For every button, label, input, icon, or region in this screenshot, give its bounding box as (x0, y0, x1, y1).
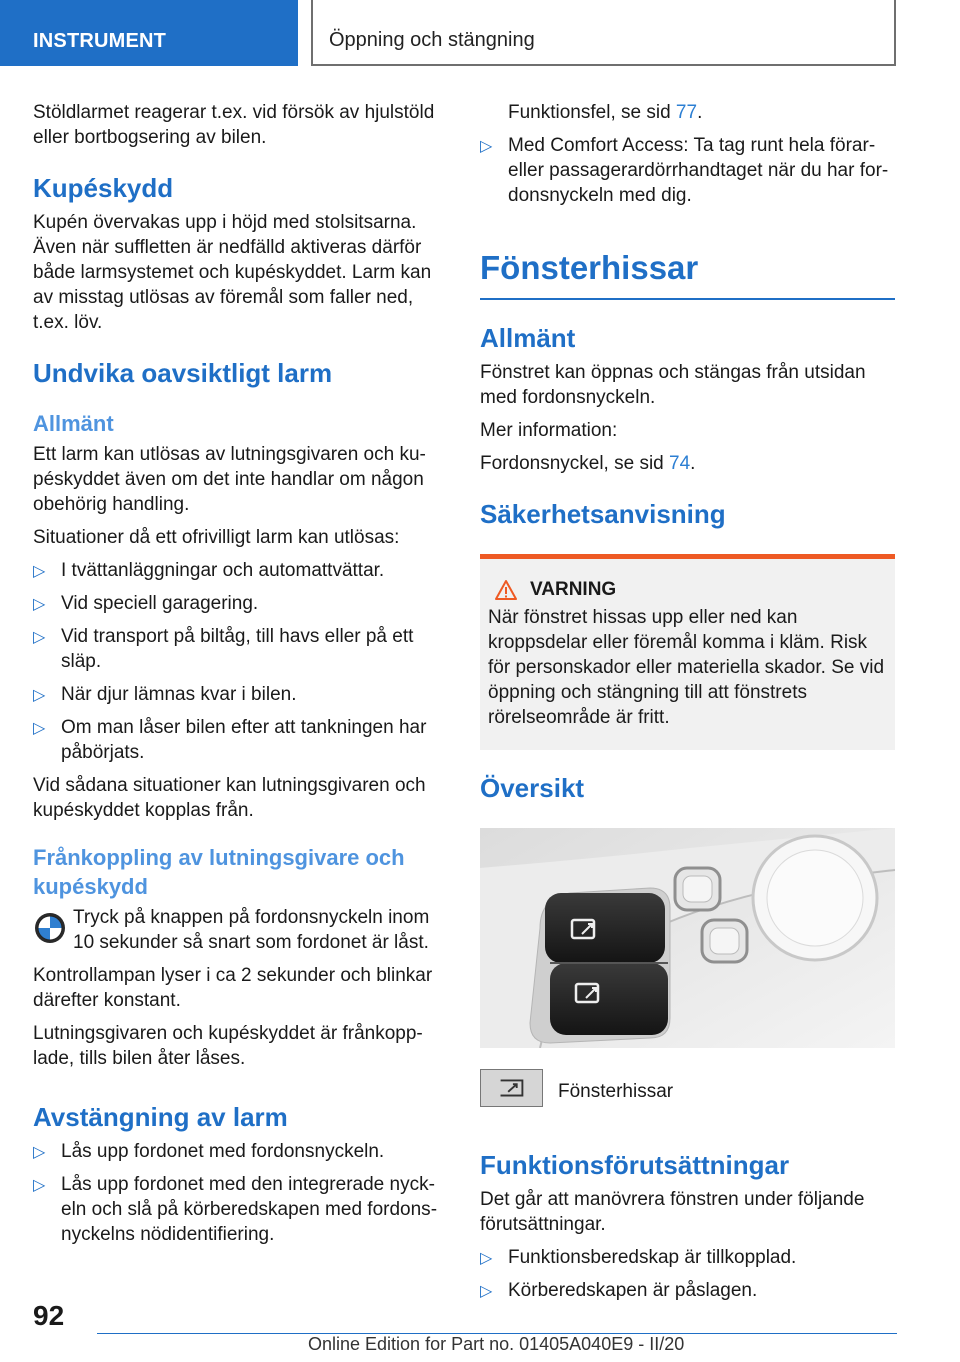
triangle-bullet-icon: ▷ (33, 1177, 46, 1194)
allmant-text1: Fönstret kan öppnas och stängas från utsidan med fordonsnyckeln. (480, 362, 866, 408)
list-item: ▷ I tvättanläggningar och automattvättar. (33, 558, 453, 583)
symbol-legend (480, 1069, 895, 1119)
triangle-bullet-icon: ▷ (33, 687, 46, 704)
triangle-bullet-icon: ▷ (33, 563, 46, 580)
warning-triangle-icon (494, 579, 518, 601)
comfort-list (480, 133, 895, 208)
left-column (33, 100, 453, 1255)
list-item: ▷ Körberedskapen är påslagen. (480, 1278, 895, 1303)
triangle-bullet-icon: ▷ (480, 138, 493, 155)
list-item: ▷ Lås upp fordonet med den integrerade nyckeln och slå på körberedskapen med fordonsnyckelns nödidentifiering. (33, 1174, 438, 1245)
intro-text: Stöldlarmet reagerar t.ex. vid försök av hjulstöld eller bortbogsering av bilen. (33, 102, 435, 148)
allmant-text3: Fordonsnyckel, se sid 74. (480, 453, 696, 474)
heading-undvika-larm: Undvika oavsiktligt larm (33, 358, 333, 388)
undvika-text2: Situationer då ett ofrivilligt larm kan utlösas: (33, 527, 400, 548)
page-number: 92 (33, 1300, 65, 1331)
heading-funktion: Funktionsförutsättningar (480, 1150, 790, 1180)
list-item: ▷ Med Comfort Access: Ta tag runt hela förar- eller passagerardörrhandtaget när du har fordonsnyckeln med dig. (480, 135, 889, 206)
heading-avstangning: Avstängning av larm (33, 1102, 288, 1132)
undvika-list (33, 558, 453, 765)
list-item: ▷ Funktionsberedskap är tillkopplad. (480, 1245, 895, 1270)
heading-frankoppling: Frånkoppling av lutningsgivare och kupéskydd (33, 845, 405, 899)
key-fob-icon (33, 911, 67, 945)
list-item: ▷ Lås upp fordonet med fordonsnyckeln. (33, 1139, 453, 1164)
header-chapter-title: Öppning och stängning (311, 0, 896, 66)
key-instruction: Tryck på knappen på fordonsnyckeln inom 10 sekunder så snart som fordonet är låst. (33, 905, 453, 955)
list-item: ▷ När djur lämnas kvar i bilen. (33, 682, 453, 707)
triangle-bullet-icon: ▷ (33, 720, 46, 737)
continued-text: Funktionsfel, se sid 77. (508, 102, 703, 123)
undvika-text3: Vid sådana situationer kan lutningsgivaren och kupéskyddet kopplas från. (33, 775, 426, 821)
window-lift-symbol-icon (480, 1069, 543, 1107)
frankoppling-text2: Lutningsgivaren och kupéskyddet är frånkopplade, tills bilen åter låses. (33, 1023, 423, 1069)
page-ref-link-74[interactable]: 74 (669, 453, 691, 474)
kupeskydd-text: Kupén övervakas upp i höjd med stolsitsarna. Även när suffletten är nedfälld aktiveras därför både larmsystemet och kupéskyddet. Larm kan av misstag utlösas av föremål som faller ned, t.ex. löv. (33, 212, 432, 333)
footer-edition: Online Edition for Part no. 01405A040E9 - II/20 (308, 1334, 685, 1354)
list-item: ▷ Vid speciell garagering. (33, 591, 453, 616)
warning-title: VARNING (488, 579, 887, 601)
right-column (480, 100, 895, 1311)
triangle-bullet-icon: ▷ (480, 1250, 493, 1267)
triangle-bullet-icon: ▷ (480, 1283, 493, 1300)
heading-allmant-right: Allmänt (480, 323, 576, 353)
funktion-text: Det går att manövrera fönstren under följande förutsättningar. (480, 1189, 865, 1235)
triangle-bullet-icon: ▷ (33, 596, 46, 613)
triangle-bullet-icon: ▷ (33, 629, 46, 646)
triangle-bullet-icon: ▷ (33, 1144, 46, 1161)
symbol-label: Fönsterhissar (558, 1081, 674, 1102)
warning-text: När fönstret hissas upp eller ned kan kroppsdelar eller föremål komma i kläm. Risk för personskador eller materiella skador. Se vid öppning och stängning till att fönstrets rörelseområde är fritt. (488, 607, 885, 728)
heading-kupeskydd: Kupéskydd (33, 173, 174, 203)
frankoppling-text1: Kontrollampan lyser i ca 2 sekunder och blinkar därefter konstant. (33, 965, 433, 1011)
list-item: ▷ Vid transport på biltåg, till havs eller på ett släp. (33, 626, 414, 672)
window-switch-photo (480, 828, 895, 1048)
heading-fonsterhissar: Fönsterhissar (480, 248, 895, 300)
list-item: ▷ Om man låser bilen efter att tankningen har påbörjats. (33, 717, 427, 763)
heading-allmant-left: Allmänt (33, 411, 114, 436)
funktion-list (480, 1245, 895, 1303)
warning-box (480, 554, 895, 750)
page-ref-link-77[interactable]: 77 (675, 102, 698, 123)
header-section-tab[interactable]: INSTRUMENT (0, 0, 298, 66)
avstangning-list (33, 1139, 453, 1247)
undvika-text1: Ett larm kan utlösas av lutningsgivaren och kupéskyddet även om det inte handlar om någon obehörig handling. (33, 444, 426, 515)
heading-sakerhet: Säkerhetsanvisning (480, 499, 726, 529)
allmant-text2: Mer information: (480, 420, 618, 441)
heading-oversikt: Översikt (480, 773, 585, 803)
